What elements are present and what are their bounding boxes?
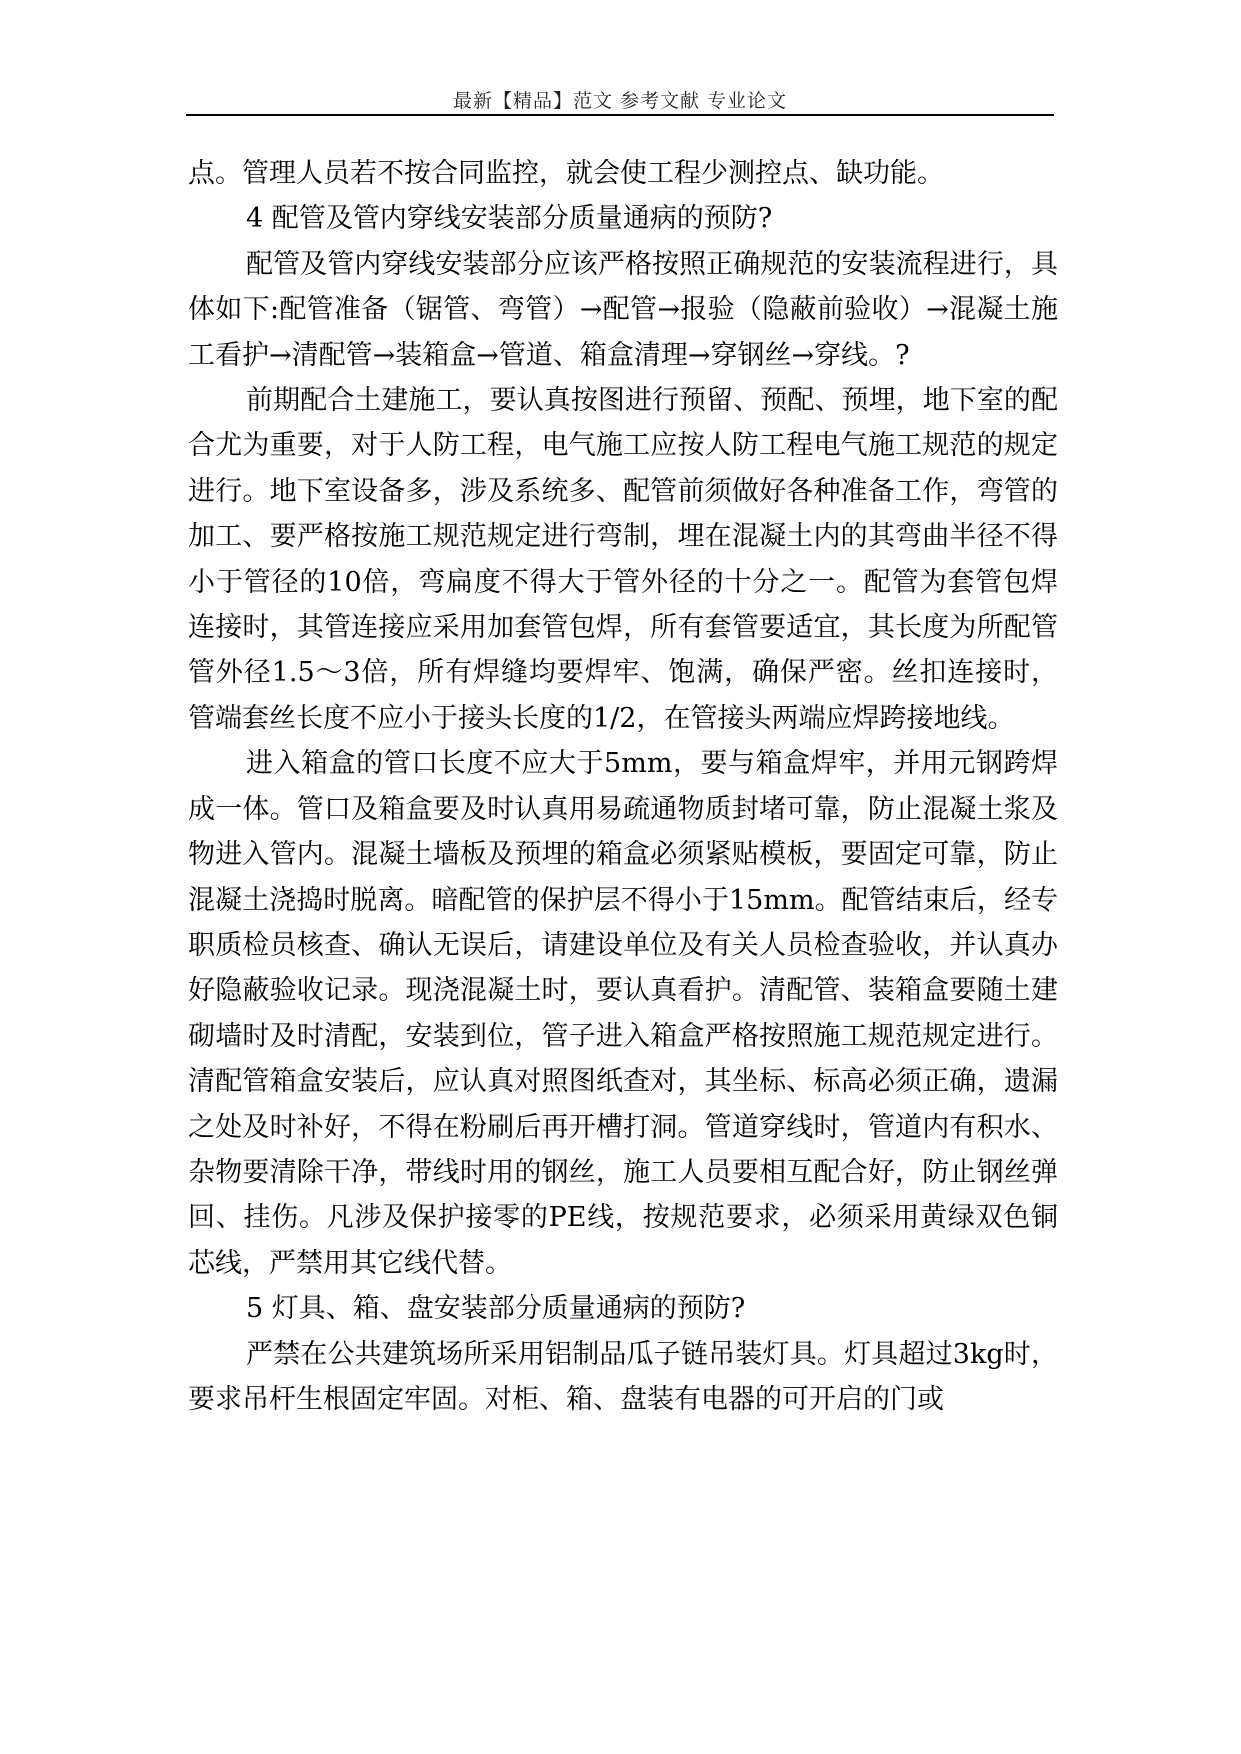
document-body <box>188 151 1058 1422</box>
section-heading-4: 4 配管及管内穿线安装部分质量通病的预防? <box>246 203 773 235</box>
page-header: 最新【精品】范文 参考文献 专业论文 <box>452 90 788 112</box>
paragraph-7: 严禁在公共建筑场所采用铝制品瓜子链吊装灯具。灯具超过3kg时，要求吊杆生根固定牢固。对柜、箱、盘装有电器的可开启的门或 <box>188 1338 1058 1415</box>
paragraph-5: 进入箱盒的管口长度不应大于5mm，要与箱盒焊牢，并用元钢跨焊成一体。管口及箱盒要及时认真用易疏通物质封堵可靠，防止混凝土浆及物进入管内。混凝土墙板及预埋的箱盒必须紧贴模板，要固定可靠，防止混凝土浇捣时脱离。暗配管的保护层不得小于15mm。配管结束后，经专职质检员核查、确认无误后，请建设单位及有关人员检查验收，并认真办好隐蔽验收记录。现浇混凝土时，要认真看护。清配管、装箱盒要随土建砌墙时及时清配，安装到位，管子进入箱盒严格按照施工规范规定进行。清配管箱盒安装后，应认真对照图纸查对，其坐标、标高必须正确，遗漏之处及时补好，不得在粉刷后再开槽打洞。管道穿线时，管道内有积水、杂物要清除干净，带线时用的钢丝，施工人员要相互配合好，防止钢丝弹回、挂伤。凡涉及保护接零的PE线，按规范要求，必须采用黄绿双色铜芯线，严禁用其它线代替。 <box>188 748 1058 1279</box>
paragraph-3: 配管及管内穿线安装部分应该严格按照正确规范的安装流程进行，具体如下:配管准备（锯管、弯管）→配管→报验（隐蔽前验收）→混凝土施工看护→清配管→装箱盒→管道、箱盒清理→穿钢丝→穿线。? <box>188 248 1058 371</box>
paragraph-1: 点。管理人员若不按合同监控，就会使工程少测控点、缺功能。 <box>188 158 944 189</box>
header-rule <box>186 114 1054 116</box>
section-heading-5: 5 灯具、箱、盘安装部分质量通病的预防? <box>246 1293 746 1325</box>
paragraph-4: 前期配合土建施工，要认真按图进行预留、预配、预埋，地下室的配合尤为重要，对于人防工程，电气施工应按人防工程电气施工规范的规定进行。地下室设备多，涉及系统多、配管前须做好各种准备工作，弯管的加工、要严格按施工规范规定进行弯制，埋在混凝土内的其弯曲半径不得小于管径的10倍，弯扁度不得大于管外径的十分之一。配管为套管包焊连接时，其管连接应采用加套管包焊，所有套管要适宜，其长度为所配管管外径1.5～3倍，所有焊缝均要焊牢、饱满，确保严密。丝扣连接时，管端套丝长度不应小于接头长度的1/2，在管接头两端应焊跨接地线。 <box>188 385 1058 734</box>
